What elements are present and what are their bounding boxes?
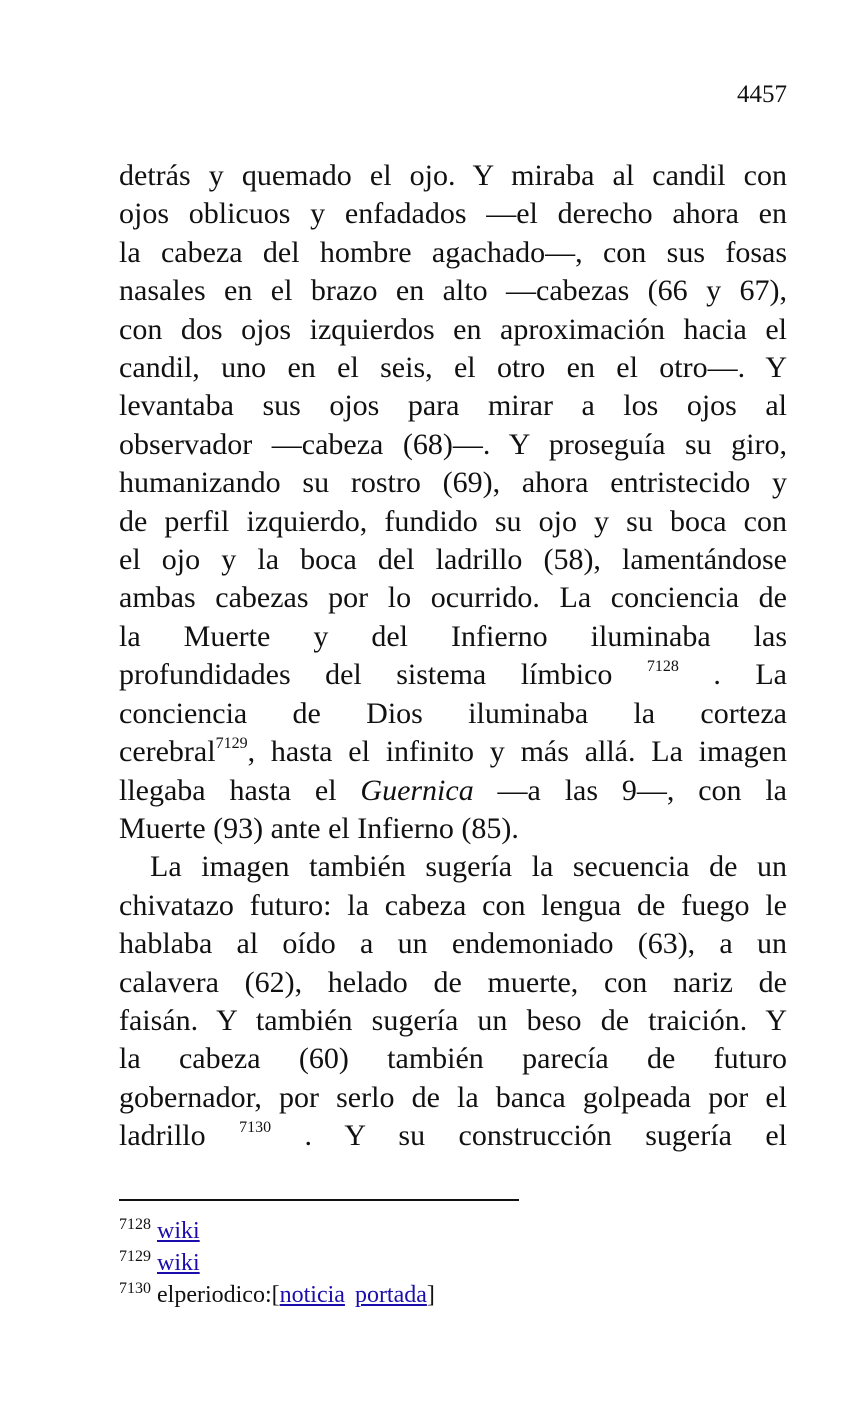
- italic-title: Guernica: [360, 773, 474, 807]
- footnote-divider: [119, 1199, 519, 1201]
- text-line: La imagen también sugería la secuencia de un: [150, 850, 787, 884]
- footnote-7128: [119, 1215, 787, 1247]
- text-fragment: , hasta el infinito y más allá. La imagen: [247, 735, 787, 769]
- footnote-reference-7129[interactable]: 7129: [215, 735, 248, 753]
- text-line: con dos ojos izquierdos en aproximación hacia el: [119, 312, 787, 346]
- text-line: levantaba sus ojos para mirar a los ojos al: [119, 389, 787, 423]
- footnote-number: 7129: [119, 1248, 151, 1265]
- footnote-link-portada[interactable]: portada: [354, 1282, 427, 1308]
- page-number: 4457: [737, 81, 787, 108]
- text-line: [119, 772, 787, 810]
- footnote-7129: [119, 1247, 787, 1279]
- text-fragment: llegaba hasta el: [119, 773, 361, 807]
- text-line: humanizando su rostro (69), ahora entristecido y: [119, 466, 787, 500]
- text-line: Muerte (93) ante el Infierno (85).: [119, 811, 519, 845]
- text-line: [119, 656, 787, 694]
- text-line: el ojo y la boca del ladrillo (58), lamentándose: [119, 543, 787, 577]
- text-line: ambas cabezas por lo ocurrido. La conciencia de: [119, 581, 787, 615]
- text-line: chivatazo futuro: la cabeza con lengua de fuego le: [119, 888, 787, 922]
- footnote-link-wiki[interactable]: wiki: [157, 1250, 200, 1276]
- text-line: conciencia de Dios iluminaba la corteza: [119, 696, 787, 730]
- text-fragment: ladrillo: [119, 1119, 240, 1153]
- text-fragment: . Y su construcción sugería el: [271, 1119, 787, 1153]
- footnote-reference-7128[interactable]: 7128: [646, 658, 679, 676]
- text-line: nasales en el brazo en alto —cabezas (66 y 67),: [119, 274, 787, 308]
- footnote-link-noticia[interactable]: noticia: [279, 1282, 345, 1308]
- text-line: observador —cabeza (68)—. Y proseguía su giro,: [119, 427, 787, 461]
- text-line: la Muerte y del Infierno iluminaba las: [119, 619, 787, 653]
- footnote-link-wiki[interactable]: wiki: [157, 1218, 200, 1244]
- text-line: detrás y quemado el ojo. Y miraba al candil con: [119, 159, 787, 192]
- footnote-7130: [119, 1279, 787, 1311]
- text-fragment: cerebral: [119, 735, 216, 769]
- text-line: la cabeza del hombre agachado—, con sus fosas: [119, 235, 787, 269]
- footnote-reference-7130[interactable]: 7130: [239, 1119, 272, 1137]
- paragraph-2: [119, 848, 787, 1155]
- text-line: de perfil izquierdo, fundido su ojo y su boca con: [119, 504, 787, 538]
- footnotes: [119, 1215, 787, 1311]
- body-text: [119, 157, 787, 1156]
- footnote-number: 7128: [119, 1216, 151, 1233]
- text-fragment: . La: [678, 658, 787, 692]
- text-line: faisán. Y también sugería un beso de traición. Y: [119, 1003, 787, 1037]
- text-fragment: —a las 9—, con la: [473, 773, 787, 807]
- paragraph-1: [119, 157, 787, 848]
- footnote-bracket: ]: [426, 1282, 435, 1308]
- text-line: calavera (62), helado de muerte, con nariz de: [119, 965, 787, 999]
- text-line: gobernador, por serlo de la banca golpeada por el: [119, 1080, 787, 1114]
- text-line: hablaba al oído a un endemoniado (63), a un: [119, 927, 787, 961]
- text-fragment: profundidades del sistema límbico: [119, 658, 647, 692]
- text-line: la cabeza (60) también parecía de futuro: [119, 1042, 787, 1076]
- text-line: [119, 1117, 787, 1155]
- text-line: ojos oblicuos y enfadados —el derecho ahora en: [119, 197, 787, 231]
- text-line: candil, uno en el seis, el otro en el otro—. Y: [119, 351, 787, 385]
- footnote-source: elperiodico:[: [157, 1282, 280, 1308]
- footnote-number: 7130: [119, 1280, 151, 1297]
- text-line: [119, 733, 787, 771]
